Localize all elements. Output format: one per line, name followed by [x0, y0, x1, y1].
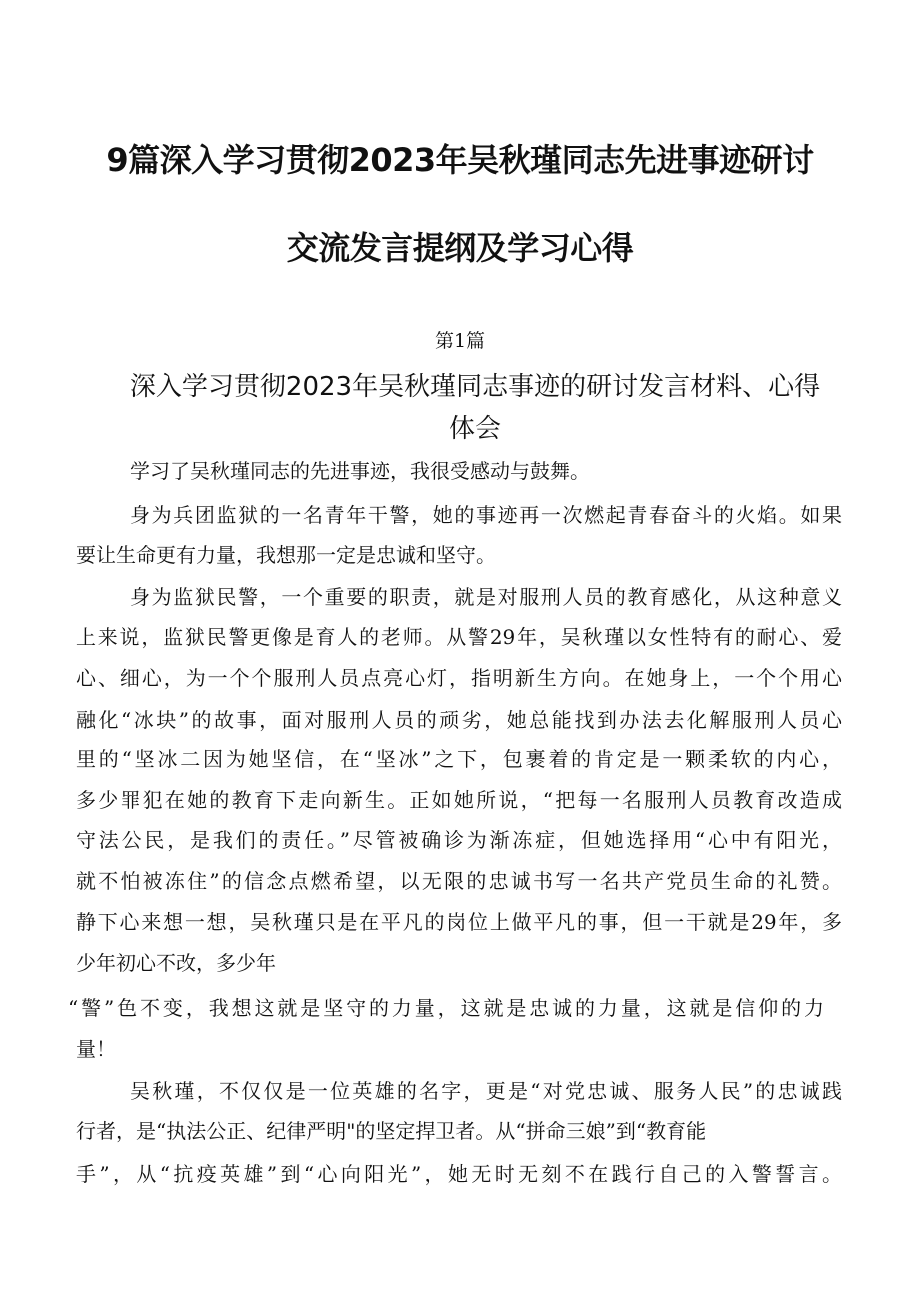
- text-line: 融化“冰块”的故事，面对服刑人员的顽劣，她总能找到办法去化解服刑人员心: [76, 708, 842, 732]
- text-line: 学习了吴秋瑾同志的先进事迹，我很受感动与鼓舞。: [130, 459, 590, 483]
- text-line: 手”，从“抗疫英雄”到“心向阳光”，她无时无刻不在践行自己的入警誓言。: [76, 1162, 842, 1186]
- text-line: 吴秋瑾，不仅仅是一位英雄的名字，更是“对党忠诚、服务人民”的忠诚践: [130, 1079, 842, 1103]
- text-line: 要让生命更有力量，我想那一定是忠诚和坚守。: [76, 543, 496, 567]
- text-line: 静下心来想一想，吴秋瑾只是在平凡的岗位上做平凡的事，但一干就是29年，多: [76, 910, 842, 934]
- text-line: 身为监狱民警，一个重要的职责，就是对服刑人员的教育感化，从这种意义: [130, 585, 842, 609]
- text-line: 多少罪犯在她的教育下走向新生。正如她所说，“把每一名服刑人员教育改造成: [76, 788, 842, 812]
- text-line: 量！: [76, 1037, 116, 1061]
- part-label: 第1篇: [434, 330, 486, 352]
- text-line: 身为兵团监狱的一名青年干警，她的事迹再一次燃起青春奋斗的火焰。如果: [130, 503, 842, 527]
- text-line: 里的“坚冰二因为她坚信，在“坚冰”之下，包裹着的肯定是一颗柔软的内心，: [76, 747, 842, 771]
- text-line: 就不怕被冻住”的信念点燃希望，以无限的忠诚书写一名共产党员生命的礼赞。: [76, 869, 842, 893]
- document-title-line-1: 9篇深入学习贯彻2023年吴秋瑾同志先进事迹研讨: [106, 141, 814, 179]
- section-title-line-1: 深入学习贯彻2023年吴秋瑾同志事迹的研讨发言材料、心得: [129, 372, 821, 402]
- text-line: 心、细心，为一个个服刑人员点亮心灯，指明新生方向。在她身上，一个个用心: [76, 666, 842, 690]
- document-title-line-2: 交流发言提纲及学习心得: [286, 229, 634, 267]
- section-title-line-2: 体会: [448, 414, 501, 444]
- text-line: 行者，是“执法公正、纪律严明"的坚定捍卫者。从“拼命三娘”到“教育能: [76, 1119, 707, 1143]
- text-line: “警”色不变，我想这就是坚守的力量，这就是忠诚的力量，这就是信仰的力: [68, 996, 824, 1020]
- text-line: 少年初心不改，多少年: [76, 951, 276, 975]
- text-line: 上来说，监狱民警更像是育人的老师。从警29年，吴秋瑾以女性特有的耐心、爱: [76, 625, 842, 649]
- text-line: 守法公民，是我们的责任。”尽管被确诊为渐冻症，但她选择用“心中有阳光，: [76, 828, 842, 852]
